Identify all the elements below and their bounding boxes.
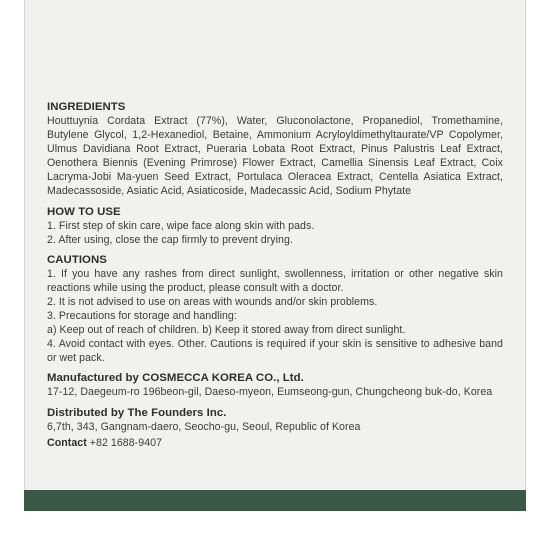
cautions-section	[47, 253, 503, 366]
how-to-use-section	[47, 205, 503, 247]
manufacturer-label: Manufactured by COSMECCA KOREA CO., Ltd.	[47, 372, 304, 385]
label-text-block	[47, 100, 503, 450]
caution-item: 2. It is not advised to use on areas with wounds and/or skin problems.	[47, 295, 378, 308]
ingredients-section	[47, 100, 503, 199]
ingredients-heading: INGREDIENTS	[47, 101, 126, 113]
manufacturer-section	[47, 371, 503, 399]
cautions-heading: CAUTIONS	[47, 253, 107, 266]
contact-line	[47, 436, 503, 450]
distributor-section	[47, 406, 503, 434]
manufacturer-address: 17-12, Daegeum-ro 196beon-gil, Daeso-myeon, Eumseong-gun, Chungcheong buk-do, Korea	[47, 386, 493, 399]
caution-item: 1. If you have any rashes from direct sunlight, swollenness, irritation or other negative skin reactions while using the product, please consult with a doctor.	[47, 267, 503, 294]
caution-item: a) Keep out of reach of children. b) Keep it stored away from direct sunlight.	[47, 324, 406, 337]
caution-item: 4. Avoid contact with eyes. Other. Cautions is required if your skin is sensitive to adhesive band or wet pack.	[47, 338, 503, 365]
contact-value: +82 1688-9407	[89, 436, 163, 449]
distributor-label: Distributed by The Founders Inc.	[47, 406, 227, 419]
green-bottom-band	[24, 490, 526, 511]
caution-item: 3. Precautions for storage and handling:	[47, 310, 237, 323]
ingredients-list: Houttuynia Cordata Extract (77%), Water, Gluconolactone, Propanediol, Tromethamine, Butylene Glycol, 1,2-Hexanediol, Betaine, Ammonium Acryloyldimethyltaurate/VP Copolymer, Ulmus Davidiana Root Extract, Pueraria Lobata Root Extract, Pinus Palustris Leaf Extract, Oenothera Biennis (Evening Primrose) Flower Extract, Camellia Sinensis Leaf Extract, Coix Lacryma-Jobi Ma-yuen Seed Extract, Portulaca Oleracea Extract, Centella Asiatica Extract, Madecassoside, Asiatic Acid, Asiaticoside, Madecassic Acid, Sodium Phytate	[47, 115, 503, 198]
how-to-use-heading: HOW TO USE	[47, 205, 121, 218]
how-to-use-step: 1. First step of skin care, wipe face along skin with pads.	[47, 219, 315, 232]
contact-label: Contact	[47, 436, 87, 449]
distributor-address: 6,7th, 343, Gangnam-daero, Seocho-gu, Seoul, Republic of Korea	[47, 420, 361, 433]
how-to-use-step: 2. After using, close the cap firmly to prevent drying.	[47, 233, 293, 246]
